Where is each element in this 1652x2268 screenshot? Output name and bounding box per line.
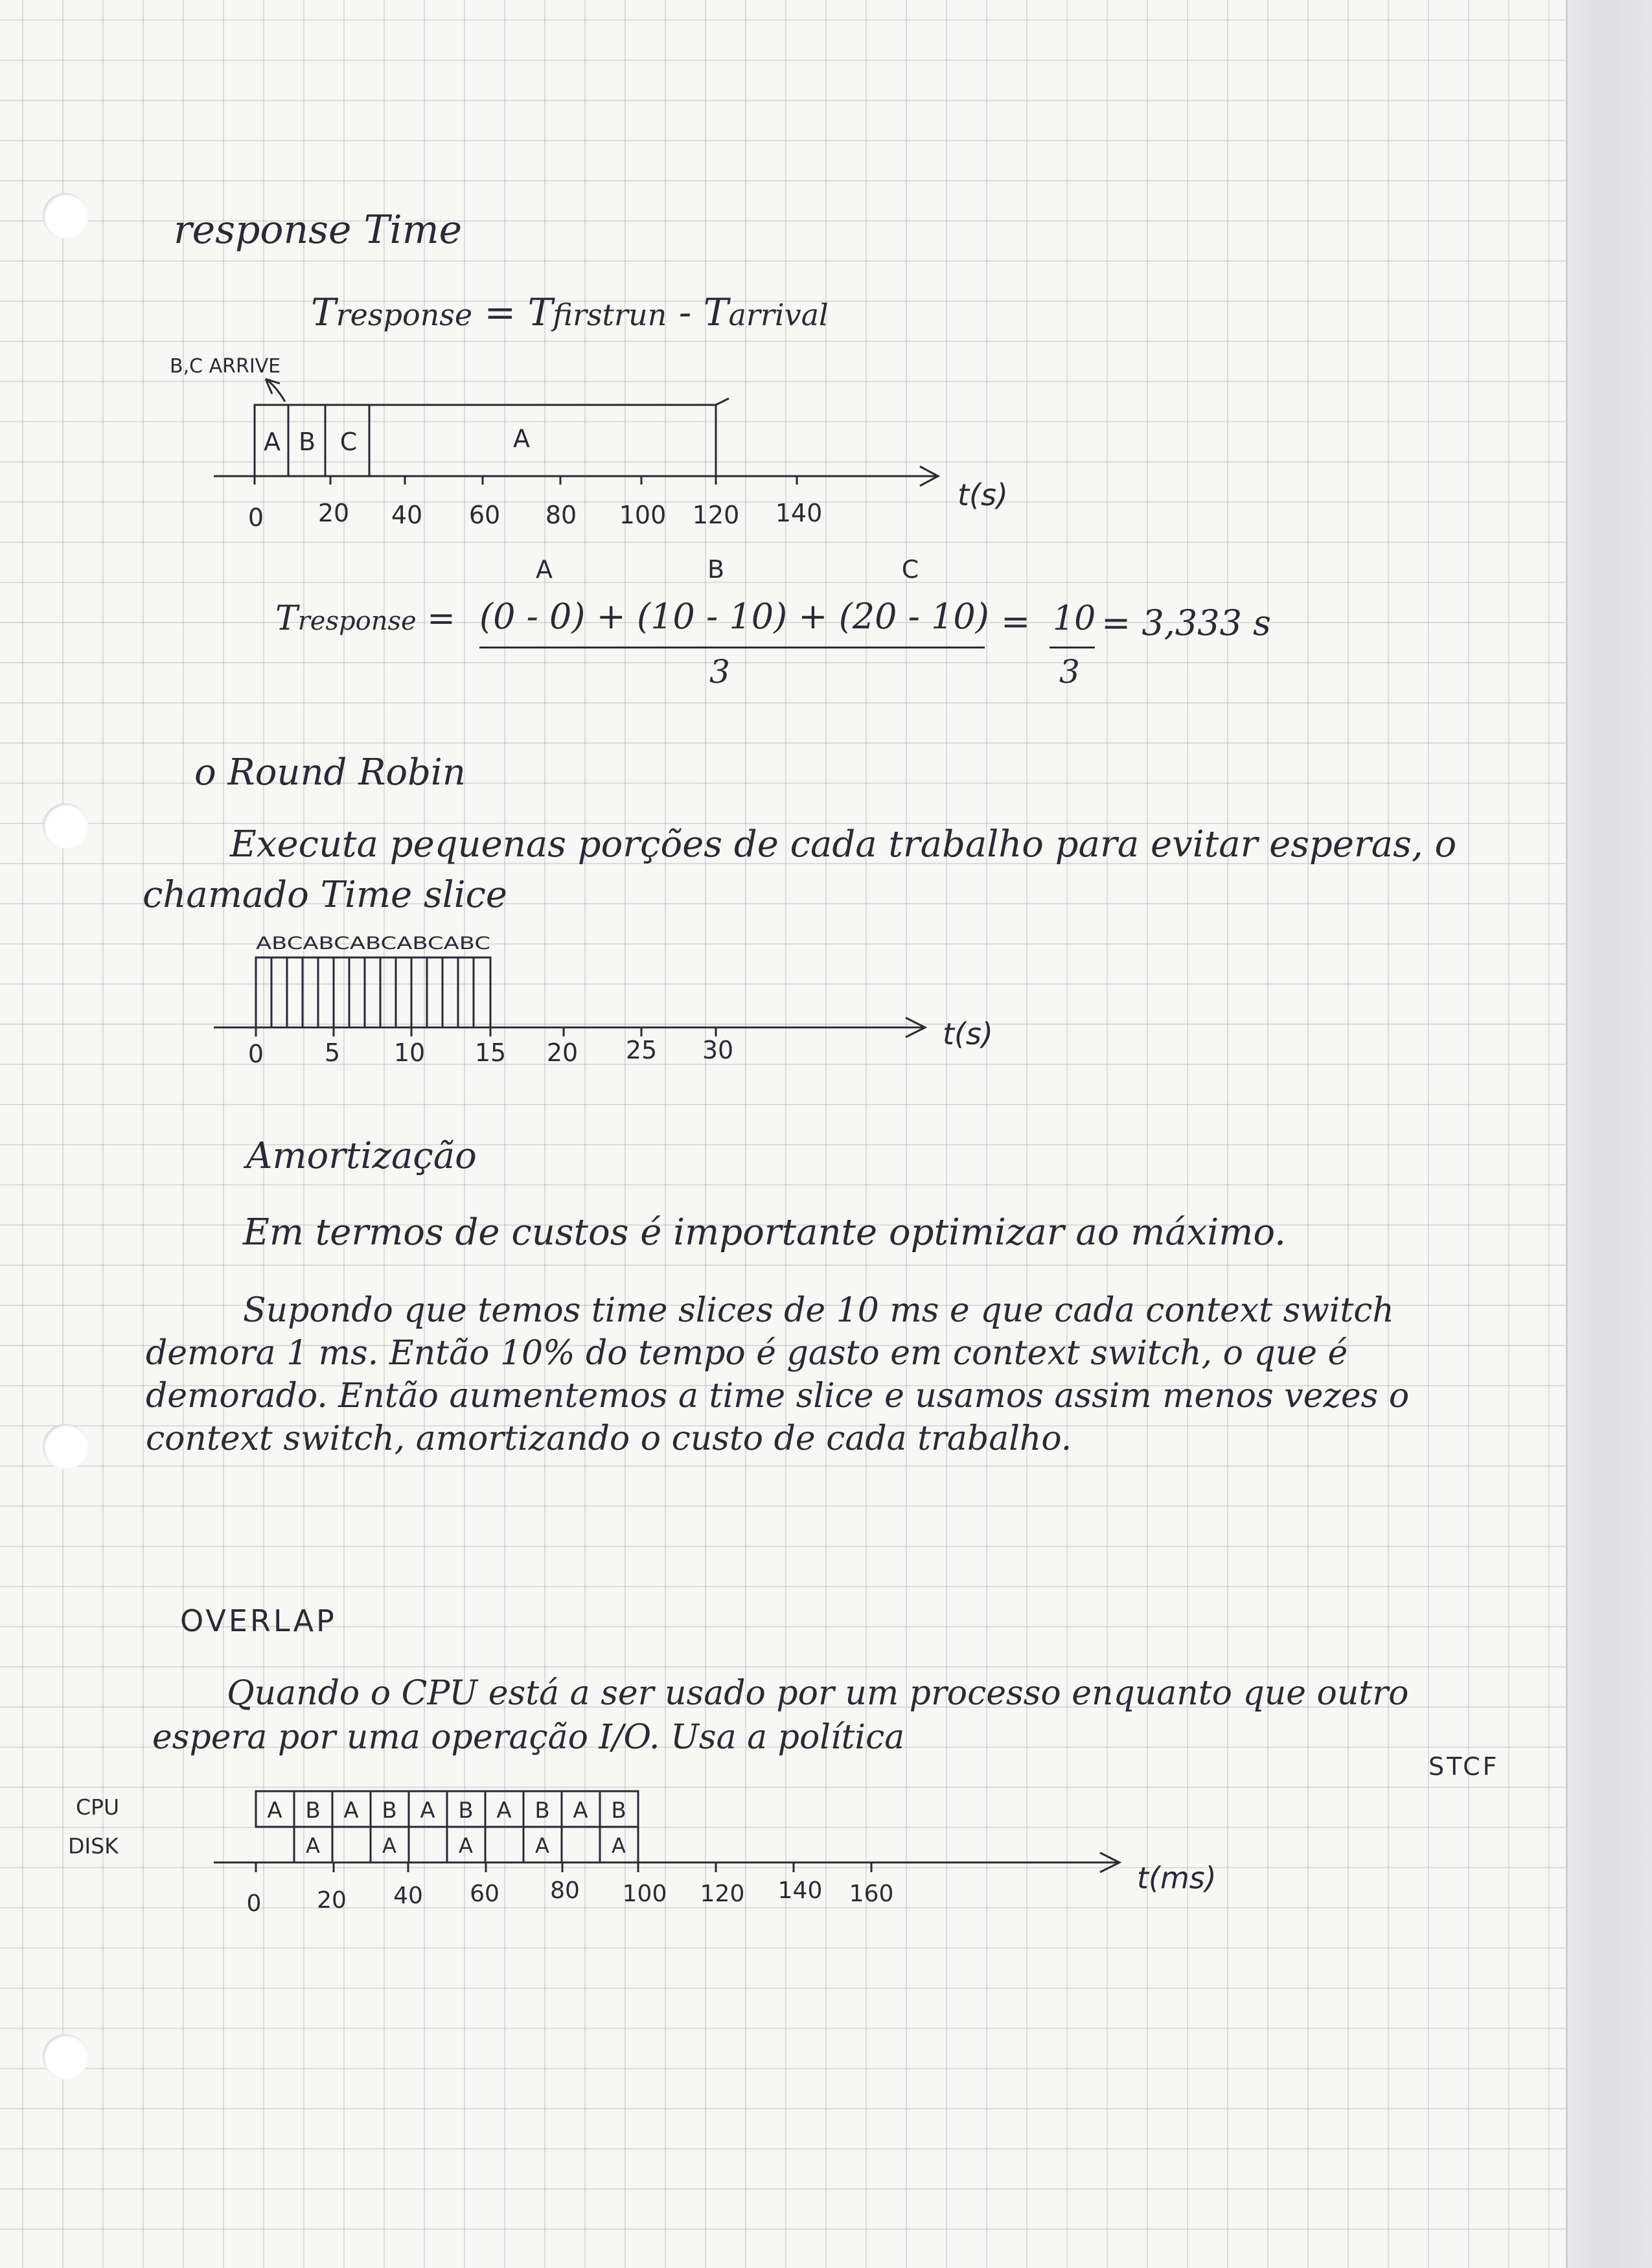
axis-tick-label: 120 [700,1881,745,1907]
axis-tick-label: 60 [470,1881,499,1907]
cpu-cell-label: A [267,1798,282,1824]
formula-subscript-response: response [336,297,473,332]
cpu-cell-label: B [534,1798,550,1824]
amortizacao-paragraph2: Supondo que temos time slices de 10 ms e que cada context switch demora 1 ms. Então 10% do tempo é gasto em context switch, o que é demorado. Então aumentemos a time slice e usamos assim menos vezes o context switch, amortizando o custo de cada trabalho. [146,1291,1410,1458]
calc-result: = 3,333 s [1101,602,1271,643]
formula-symbol: T [311,290,336,334]
axis-tick-label: 140 [777,1877,823,1904]
round-robin-title: Round Robin [227,751,466,794]
round-robin-text: Executa pequenas porções de cada trabalho para evitar esperas, o chamado Time slice [143,823,1457,916]
axis-tick-label: 40 [393,1883,423,1909]
axis-tick-label: 20 [317,1887,347,1914]
policy-label: STCF [1428,1752,1500,1781]
axis-title: t(ms) [1137,1861,1217,1896]
formula-equals: = [484,290,516,334]
axis-tick-label: 40 [391,501,423,529]
amortizacao-paragraph1: Em termos de custos é importante optimizar ao máximo. [243,1211,1286,1254]
axis-tick-label: 160 [849,1881,894,1907]
completion-label: C [901,555,919,584]
axis-tick-label: 0 [246,1890,262,1917]
cpu-cell-label: A [496,1798,512,1824]
axis-title: t(s) [958,477,1008,512]
axis-tick-label: 100 [622,1881,667,1907]
calc-fraction-denominator: 3 [1059,653,1080,691]
axis-tick-label: 25 [625,1036,658,1064]
overlap-text: Quando o CPU está a ser usado por um processo enquanto que outro espera por uma operação I/O. Usa a política [152,1674,1409,1757]
overlap-heading: OVERLAP [180,1603,337,1638]
cpu-cell-label: A [420,1798,435,1824]
calc-fraction-numerator: 10 [1053,599,1096,638]
completion-label: A [536,555,553,584]
disk-cell-label: A [306,1833,320,1858]
axis-tick-label: 100 [619,501,667,529]
disk-cell-label: A [535,1833,549,1858]
axis-tick-label: 60 [468,501,501,529]
cpu-cell-label: B [305,1798,321,1824]
calc-equals: = [427,599,455,638]
axis-tick-label: 80 [545,501,577,529]
slice-labels: ABCABCABCABCABC [256,934,490,954]
disk-cell-label: A [382,1833,396,1858]
axis-tick-label: 140 [775,499,823,527]
calc-symbol: T [275,599,298,638]
formula-symbol: T [527,290,553,334]
cpu-cell-label: B [611,1798,626,1824]
axis-tick-label: 15 [474,1038,507,1067]
arrive-note: B,C ARRIVE [170,355,281,378]
cpu-cell-label: B [458,1798,474,1824]
axis-tick-label: 0 [247,1040,264,1068]
calc-subscript: response [297,606,417,636]
formula-subscript-arrival: arrival [728,297,829,332]
axis-tick-label: 80 [550,1877,580,1904]
cpu-row-label: CPU [76,1794,120,1820]
calc-equals-2: = [1001,601,1031,642]
response-time-heading: response Time [174,207,463,253]
disk-row-label: DISK [68,1833,119,1859]
cpu-cell-label: A [573,1798,588,1824]
axis-tick-label: 10 [393,1038,426,1067]
calc-denominator: 3 [709,653,730,691]
axis-tick-label: 20 [546,1038,579,1067]
disk-cell-label: A [459,1833,473,1858]
calc-numerator: (0 - 0) + (10 - 10) + (20 - 10) [479,596,989,637]
cpu-cell-label: A [343,1798,359,1824]
amortizacao-heading: Amortização [246,1135,477,1177]
bullet: o [194,751,216,794]
axis-tick-label: 30 [702,1036,734,1064]
axis-title: t(s) [943,1016,993,1051]
axis-tick-label: 20 [317,499,350,527]
completion-label: B [707,555,725,584]
formula-minus: - [678,290,692,334]
axis-tick-label: 5 [324,1038,341,1067]
formula-subscript-firstrun: firstrun [553,297,667,332]
gantt-label: C [339,428,358,456]
formula-symbol: T [703,290,729,334]
cpu-cell-label: B [382,1798,397,1824]
gantt-label: A [513,424,530,453]
axis-tick-label: 0 [247,503,264,532]
gantt-label: A [264,428,281,456]
gantt-label: B [298,428,316,456]
disk-cell-label: A [612,1833,626,1858]
axis-tick-label: 120 [692,501,740,529]
